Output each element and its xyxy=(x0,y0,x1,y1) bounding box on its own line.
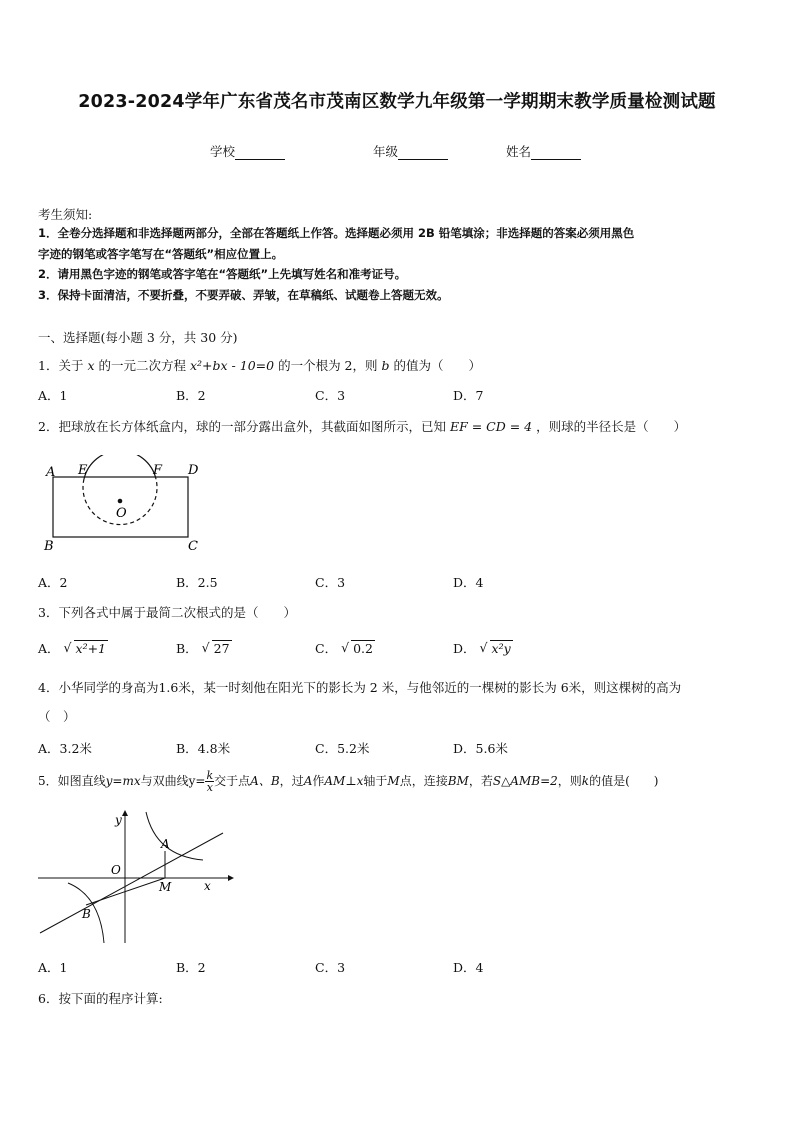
q3-option-d-radicand: x²y xyxy=(491,641,511,656)
notice-heading: 考生须知: xyxy=(38,207,93,222)
q5-perp: AM⊥x xyxy=(324,774,364,788)
notice-line-3: 3．保持卡面清洁，不要折叠，不要弄破、弄皱，在草稿纸、试题卷上答题无效。 xyxy=(38,288,449,302)
q4-option-c[interactable]: C．5.2米 xyxy=(315,741,370,756)
q3-option-b-radical: √ 27 xyxy=(201,640,230,656)
q3-option-d[interactable] xyxy=(453,639,513,657)
notice-line-1b: 字迹的钢笔或答字笔写在“答题纸”相应位置上。 xyxy=(38,247,284,261)
question-4-stem-a: 4．小华同学的身高为1.6米，某一时刻他在阳光下的影长为 2 米，与他邻近的一棵树的影长为 6米，则这棵树的高为 xyxy=(38,680,682,695)
q5-text-d: ，过 xyxy=(279,774,304,788)
q1-option-c[interactable]: C．3 xyxy=(315,388,346,403)
label-a: A xyxy=(46,465,56,480)
q5-points: A、B xyxy=(250,774,280,788)
q5-point-a: A xyxy=(303,774,313,788)
q5-text-i: ，则 xyxy=(557,774,582,788)
q2-option-d[interactable]: D．4 xyxy=(453,575,484,590)
sphere-arc-outside xyxy=(84,455,156,479)
q2-option-c[interactable]: C．3 xyxy=(315,575,346,590)
q5-var-k: k xyxy=(581,774,590,788)
y-axis-arrow xyxy=(122,810,128,816)
grade-label: 年级 xyxy=(373,144,399,159)
section-heading: 一、选择题(每小题 3 分，共 30 分) xyxy=(38,330,238,345)
label-o: O xyxy=(116,506,127,521)
notice-line-2: 2．请用黑色字迹的钢笔或答字笔在“答题纸”上先填写姓名和准考证号。 xyxy=(38,267,407,281)
q5-text-c: 交于点 xyxy=(214,774,251,788)
q5-option-c[interactable]: C．3 xyxy=(315,960,346,975)
label-x: x xyxy=(204,879,211,893)
q5-text-j: 的值是( ) xyxy=(589,774,659,788)
q4-option-d[interactable]: D．5.6米 xyxy=(453,741,508,756)
label-e: E xyxy=(78,463,88,478)
question-5-stem xyxy=(38,770,658,793)
q5-bm: BM xyxy=(447,774,469,788)
q5-frac-num: k xyxy=(206,769,214,782)
q1-option-a[interactable]: A．1 xyxy=(38,388,68,403)
q5-hyp-y: y= xyxy=(188,774,206,788)
x-axis-arrow xyxy=(228,875,234,881)
name-blank xyxy=(531,147,581,160)
q3-option-c-radical: √ 0.2 xyxy=(341,640,373,656)
q3-option-b-label: B． xyxy=(176,641,198,656)
q3-option-a-radical: √ x²+1 xyxy=(63,640,107,656)
q5-text-a: 5．如图直线 xyxy=(38,774,106,788)
grade-field xyxy=(373,142,448,160)
q1-text-d: 的值为（ ） xyxy=(393,358,481,373)
school-label: 学校 xyxy=(210,144,236,159)
q5-text-e: 作 xyxy=(312,774,325,788)
question-3-stem: 3．下列各式中属于最简二次根式的是（ ） xyxy=(38,605,296,620)
q1-option-d[interactable]: D．7 xyxy=(453,388,484,403)
q5-frac-den: x xyxy=(206,781,213,794)
q4-option-a[interactable]: A．3.2米 xyxy=(38,741,92,756)
grade-blank xyxy=(398,147,448,160)
box-sphere-figure xyxy=(38,455,213,555)
q5-text-b: 与双曲线 xyxy=(140,774,189,788)
label-d: D xyxy=(188,463,199,478)
q3-option-a-label: A． xyxy=(38,641,60,656)
q5-fraction xyxy=(205,770,214,793)
school-blank xyxy=(235,147,285,160)
q3-option-d-label: D． xyxy=(453,641,476,656)
q5-option-b[interactable]: B．2 xyxy=(176,960,206,975)
question-2-stem xyxy=(38,417,686,435)
q5-text-g: 点，连接 xyxy=(399,774,448,788)
label-b-point: B xyxy=(82,907,91,921)
q3-option-a-radicand: x²+1 xyxy=(75,641,107,656)
q1-text-b: 的一元二次方程 xyxy=(98,358,186,373)
q3-option-a[interactable] xyxy=(38,639,108,657)
name-field xyxy=(506,142,581,160)
q3-option-c-radicand: 0.2 xyxy=(353,641,373,656)
q2-option-a[interactable]: A．2 xyxy=(38,575,68,590)
q1-equation: x²+bx - 10=0 xyxy=(189,358,275,373)
q3-option-d-radical: √ x²y xyxy=(479,640,511,656)
q2-option-b[interactable]: B．2.5 xyxy=(176,575,218,590)
q1-text-a: 1．关于 xyxy=(38,358,84,373)
page-title: 2023-2024学年广东省茂名市茂南区数学九年级第一学期期末教学质量检测试题 xyxy=(78,92,716,112)
q5-option-a[interactable]: A．1 xyxy=(38,960,68,975)
q5-text-h: ，若 xyxy=(468,774,493,788)
q1-var-b: b xyxy=(381,358,390,373)
question-1-stem xyxy=(38,356,481,374)
q5-line-eq: y=mx xyxy=(105,774,141,788)
q2-equation: EF = CD = 4 xyxy=(449,419,533,434)
q2-text-b: ，则球的半径长是（ ） xyxy=(536,419,687,434)
question-6-stem: 6．按下面的程序计算: xyxy=(38,991,163,1006)
q5-text-f: 轴于 xyxy=(363,774,388,788)
q5-area: S△AMB=2 xyxy=(492,774,558,788)
label-y: y xyxy=(115,813,122,827)
label-c: C xyxy=(188,539,198,554)
hyperbola-branch-1 xyxy=(146,812,203,860)
label-origin: O xyxy=(111,863,121,877)
name-label: 姓名 xyxy=(506,144,532,159)
q3-option-c-label: C． xyxy=(315,641,338,656)
notice-line-1a: 1．全卷分选择题和非选择题两部分，全部在答题纸上作答。选择题必须用 2B 铅笔填涂；非选择题的答案必须用黑色 xyxy=(38,226,635,240)
q1-option-b[interactable]: B．2 xyxy=(176,388,206,403)
q5-point-m: M xyxy=(387,774,400,788)
label-a-point: A xyxy=(161,837,170,851)
q1-text-c: 的一个根为 2，则 xyxy=(278,358,378,373)
sphere-center xyxy=(118,499,123,504)
line-y-mx xyxy=(40,833,223,933)
q3-option-b[interactable] xyxy=(176,639,232,657)
q4-option-b[interactable]: B．4.8米 xyxy=(176,741,231,756)
q2-text-a: 2．把球放在长方体纸盒内，球的一部分露出盒外，其截面如图所示，已知 xyxy=(38,419,446,434)
school-field xyxy=(210,142,285,160)
q5-option-d[interactable]: D．4 xyxy=(453,960,484,975)
question-4-stem-b: （ ） xyxy=(38,709,76,724)
q3-option-b-radicand: 27 xyxy=(213,641,230,656)
hyperbola-figure xyxy=(38,808,238,948)
label-m-point: M xyxy=(159,880,172,894)
q3-option-c[interactable] xyxy=(315,639,375,657)
label-f: F xyxy=(153,463,163,478)
label-b: B xyxy=(44,539,54,554)
q1-var-x: x xyxy=(87,358,95,373)
